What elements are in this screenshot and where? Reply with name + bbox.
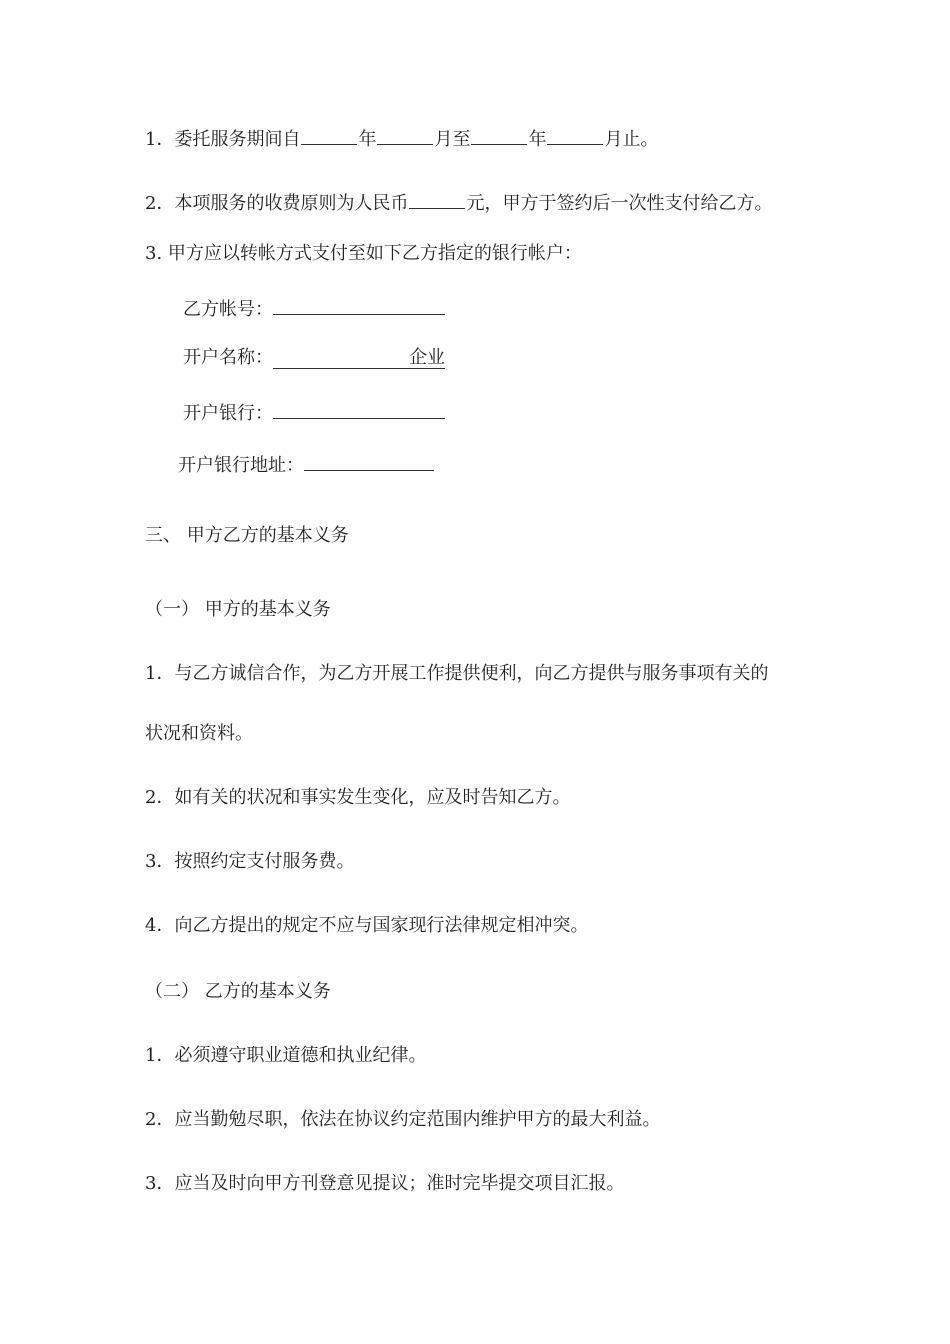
party-a-item-3: 3．按照约定支付服务费。	[145, 851, 355, 872]
month-end-label: 月止。	[604, 129, 659, 150]
account-label: 乙方帐号：	[183, 299, 273, 320]
fee-item-1	[145, 126, 658, 152]
fee-item-3: 3. 甲方应以转帐方式支付至如下乙方指定的银行帐户：	[145, 243, 582, 264]
fee-item-2-prefix: 2．本项服务的收费原则为人民币	[145, 193, 409, 214]
party-b-item-1: 1．必须遵守职业道德和执业纪律。	[145, 1045, 427, 1066]
bank-value[interactable]	[273, 398, 445, 419]
bank-address-label: 开户银行地址：	[178, 455, 304, 476]
year-label-1: 年	[358, 129, 377, 150]
party-a-item-2: 2．如有关的状况和事实发生变化，应及时告知乙方。	[145, 787, 571, 808]
account-value[interactable]	[273, 294, 445, 315]
account-name-label: 开户名称：	[183, 347, 273, 368]
amount-blank[interactable]	[409, 190, 465, 209]
month-blank-2[interactable]	[547, 126, 603, 145]
party-b-item-2: 2．应当勤勉尽职，依法在协议约定范围内维护甲方的最大利益。	[145, 1109, 661, 1130]
bank-address-field	[178, 450, 434, 478]
bank-address-value[interactable]	[304, 450, 434, 471]
year-label-2: 年	[528, 129, 547, 150]
section-3-heading: 三、 甲方乙方的基本义务	[145, 525, 349, 546]
fee-item-2-suffix: 元，甲方于签约后一次性支付给乙方。	[466, 193, 773, 214]
party-a-heading: （一） 甲方的基本义务	[145, 599, 331, 620]
party-a-item-4: 4．向乙方提出的规定不应与国家现行法律规定相冲突。	[145, 915, 589, 936]
account-name-value[interactable]: 企业	[273, 348, 445, 369]
year-blank-2[interactable]	[471, 126, 527, 145]
month-to-label: 月至	[434, 129, 471, 150]
account-name-field	[183, 346, 445, 370]
fee-item-1-prefix: 1．委托服务期间自	[145, 129, 301, 150]
party-b-item-3: 3．应当及时向甲方刊登意见提议；准时完毕提交项目汇报。	[145, 1173, 625, 1194]
month-blank-1[interactable]	[377, 126, 433, 145]
bank-field	[183, 398, 445, 426]
year-blank-1[interactable]	[301, 126, 357, 145]
account-field	[183, 294, 445, 322]
party-a-item-1: 1．与乙方诚信合作，为乙方开展工作提供便利，向乙方提供与服务事项有关的	[145, 663, 769, 684]
party-b-heading: （二） 乙方的基本义务	[145, 981, 331, 1002]
party-a-item-1-cont: 状况和资料。	[145, 723, 253, 744]
fee-item-2	[145, 190, 772, 216]
bank-label: 开户银行：	[183, 403, 273, 424]
